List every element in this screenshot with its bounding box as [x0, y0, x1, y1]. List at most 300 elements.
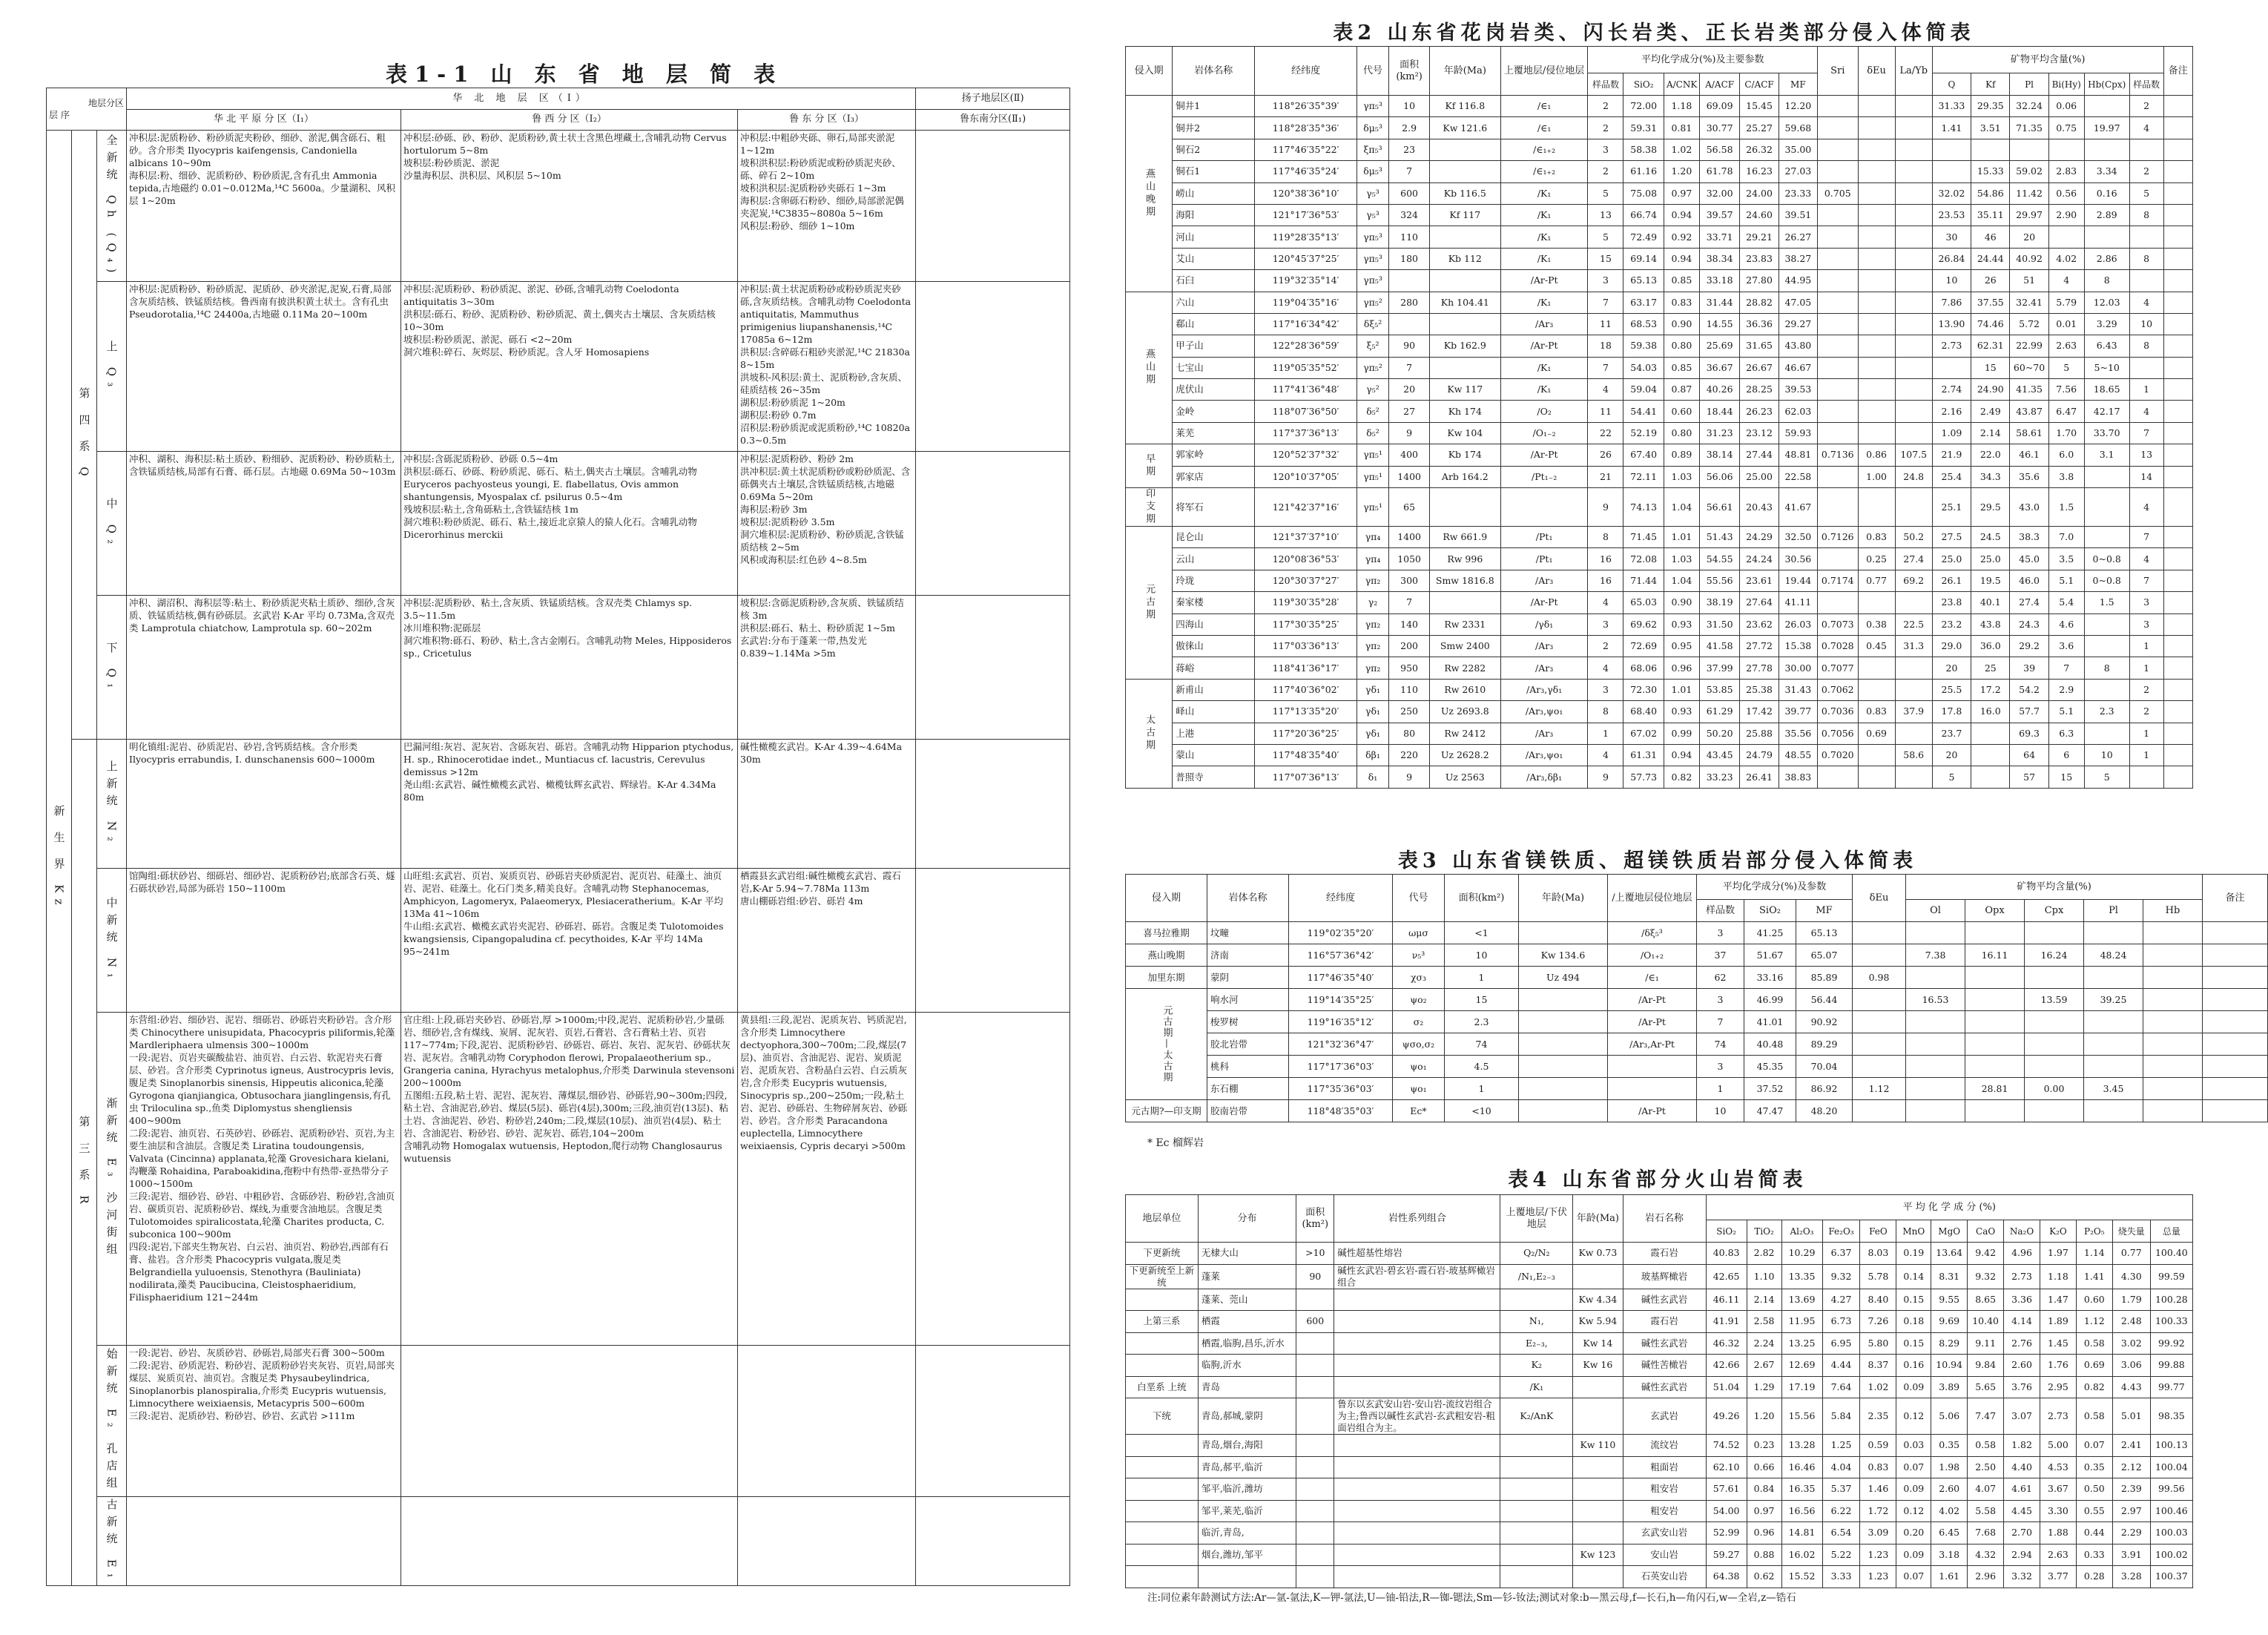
period-cell: 印支期: [1126, 488, 1173, 527]
period-cell: 加里东期: [1126, 967, 1207, 989]
table3-cell: [2025, 1033, 2084, 1056]
table2-cell: 31.33: [1932, 96, 1971, 117]
table3-cell: [1519, 1056, 1608, 1078]
table2-cell: 64: [2010, 744, 2048, 766]
table2-cell: /K₁: [1500, 248, 1588, 269]
table2-cell: 122°28′36°59′: [1255, 335, 1356, 357]
table4-cell: 1.23: [1860, 1544, 1896, 1566]
table4-cell: 烟台,潍坊,邹平: [1198, 1544, 1296, 1566]
table4-cell: 8.31: [1931, 1264, 1968, 1289]
table4-cell: 4.43: [2112, 1376, 2150, 1398]
table4-cell: 1.79: [2112, 1289, 2150, 1311]
table2-cell: 艾山: [1173, 248, 1255, 269]
table4-cell: 14.81: [1781, 1522, 1822, 1544]
table3-header: 样品数: [1697, 900, 1744, 922]
table3-cell: [1965, 1100, 2025, 1122]
table2-cell: 69.2: [1895, 570, 1932, 591]
table2-cell: 2.14: [1971, 422, 2010, 444]
table2-cell: [2163, 357, 2192, 378]
table2-row: [1126, 723, 2193, 744]
table2-row: [1126, 488, 2193, 527]
table2-cell: 61.29: [1699, 701, 1740, 723]
table4-cell: 52.99: [1706, 1522, 1747, 1544]
table3-cell: [1519, 989, 1608, 1011]
table2-cell: 41.35: [2010, 379, 2048, 401]
table4-cell: 1.98: [1931, 1456, 1968, 1478]
table4-cell: 9.84: [1968, 1355, 2004, 1377]
table4-cell: [1500, 1544, 1573, 1566]
table2-cell: [1858, 422, 1895, 444]
table3-cell: [1853, 944, 1906, 967]
table2-header: Sri: [1818, 47, 1859, 96]
table4-cell: 7.64: [1822, 1376, 1860, 1398]
table4-cell: 0.59: [1860, 1435, 1896, 1457]
table4-header: CaO: [1968, 1220, 2004, 1243]
table2-cell: 0.7062: [1818, 679, 1859, 700]
table3-header: 经纬度: [1289, 875, 1393, 922]
table2-cell: 57.73: [1623, 766, 1664, 788]
table4-cell: 13.69: [1781, 1289, 1822, 1311]
table2-header-chem: 平均化学成分(%)及主要参数: [1588, 47, 1818, 73]
table3-cell: [1853, 1056, 1906, 1078]
table3-cell: [1965, 922, 2025, 944]
table2-cell: 29.35: [1971, 96, 2010, 117]
system-cell: 第 三 系 R: [72, 740, 97, 1586]
table2-cell: 8: [2129, 204, 2163, 226]
table3-title: 表3 山东省镁铁质、超镁铁质岩部分侵入体简表: [1397, 849, 1918, 872]
table2-cell: 0.94: [1664, 744, 1699, 766]
table2-cell: 20: [1932, 744, 1971, 766]
table2-cell: 22.58: [1779, 466, 1817, 487]
table2-cell: 3: [2129, 613, 2163, 635]
table2-cell: 46.1: [2010, 444, 2048, 466]
table2-cell: 1.04: [1664, 570, 1699, 591]
table2-cell: 5: [2048, 357, 2084, 378]
table2-cell: 65.13: [1623, 270, 1664, 292]
table2-cell: [1858, 161, 1895, 182]
table2-cell: [2163, 657, 2192, 679]
table2-cell: 15: [1588, 248, 1623, 269]
table2-cell: [1895, 422, 1932, 444]
table4-cell: 2.67: [1747, 1355, 1781, 1377]
table2-cell: [2163, 422, 2192, 444]
table2-cell: [1858, 744, 1895, 766]
table3-cell: 40.48: [1744, 1033, 1796, 1056]
table2-cell: 24.79: [1740, 744, 1779, 766]
table2-cell: 1: [2129, 657, 2163, 679]
table4-cell: 8.40: [1860, 1289, 1896, 1311]
table2-cell: [2163, 96, 2192, 117]
luxi-cell: [401, 1345, 738, 1496]
table4-cell: [1334, 1435, 1500, 1457]
table2-cell: [1858, 248, 1895, 269]
table3-cell: 28.81: [1965, 1078, 2025, 1100]
table4-cell: Kw 4.34: [1573, 1289, 1623, 1311]
table2-cell: 0.7174: [1818, 570, 1859, 591]
north-china-plain-cell: 冲积层:泥质粉砂、粉砂质泥、泥质砂、砂夹淤泥,泥炭,石膏,局部含灰质结核、铁锰质结核。鲁西南有披洪积黄土状土。含有孔虫 Pseudorotalia,¹⁴C 24400a,古地磁 0.11Ma 20~100m: [127, 282, 401, 452]
table2-cell: 0.85: [1664, 270, 1699, 292]
table2-cell: [2163, 527, 2192, 548]
table2-cell: /K₁: [1500, 357, 1588, 378]
table4-cell: 0.16: [1896, 1355, 1931, 1377]
table2-cell: 普照寺: [1173, 766, 1255, 788]
table2-cell: γπ₅²: [1356, 357, 1389, 378]
luxi-cell: 冲积层:含砾泥质粉砂、砂砾 0.5~4m 洪积层:砾石、砂砾、粉砂质泥、砾石、粘土,偶夹古土壤层。含哺乳动物 Euryceros pachyosteus youngi, E. flabellatus, Ovis ammon shantungensis, Myospalax cf. psilurus 0.5~4m 残坡积层:粘土,含角砾粘土,含铁锰结核 1m 洞穴堆积:粉砂质泥、砾石、粘土,接近北京猿人的猿人化石。含哺乳动物 Dicerorhinus merckii: [401, 452, 738, 596]
table2-cell: 2.63: [2048, 335, 2084, 357]
table3-header: MF: [1796, 900, 1853, 922]
table4-row: [1126, 1566, 2193, 1588]
table3-cell: 46.99: [1744, 989, 1796, 1011]
table2-cell: 119°05′35°52′: [1255, 357, 1356, 378]
table2-cell: 200: [1389, 635, 1430, 657]
table2-cell: 0.85: [1664, 357, 1699, 378]
table1-row: [47, 596, 1070, 740]
table2-cell: 74.46: [1971, 313, 2010, 335]
table2-row: [1126, 701, 2193, 723]
table3-cell: ψο₁: [1393, 1078, 1445, 1100]
table2-cell: 1.18: [1664, 96, 1699, 117]
table4-cell: Kw 16: [1573, 1355, 1623, 1377]
table3-cell: 7.38: [1906, 944, 1965, 967]
table2-cell: 石臼: [1173, 270, 1255, 292]
table4-cell: 碱性超基性熔岩: [1334, 1243, 1500, 1265]
table4-cell: 1.14: [2076, 1243, 2112, 1265]
table2-cell: 250: [1389, 701, 1430, 723]
table2-cell: 60~70: [2010, 357, 2048, 378]
table2-cell: 10: [2129, 313, 2163, 335]
table2-row: [1126, 182, 2193, 204]
table4-cell: 3.89: [1931, 1376, 1968, 1398]
table3-cell: <1: [1445, 922, 1519, 944]
table4-cell: 13.35: [1781, 1264, 1822, 1289]
table2-cell: 39.77: [1779, 701, 1817, 723]
table2-cell: /Ar₃: [1500, 657, 1588, 679]
table4-cell: 2.60: [2004, 1355, 2040, 1377]
north-china-plain-cell: 冲积、湖沼积、海积层等:粘土、粉砂质泥夹粘土质砂、细砂,含灰质、铁锰质结核,偶有砂砾层。玄武岩 K-Ar 平均 0.73Ma,含双壳类 Lamprotula chiatchow, Lamprotula sp. 60~202m: [127, 596, 401, 740]
table3-cell: [2084, 967, 2143, 989]
series-cell: 始新统 E₂ 孔店组: [97, 1345, 127, 1496]
table3-cell: [2084, 1033, 2143, 1056]
table2-cell: ξπ₅³: [1356, 139, 1389, 160]
table4-cell: 99.59: [2150, 1264, 2192, 1289]
table2-cell: 71.44: [1623, 570, 1664, 591]
table2-cell: 25.0: [1932, 548, 1971, 570]
table2-cell: /Ar₃: [1500, 635, 1588, 657]
table2-cell: /O₁₋₂: [1500, 422, 1588, 444]
table2-cell: 31.44: [1699, 292, 1740, 313]
table4-cell: 100.46: [2150, 1500, 2192, 1522]
table2-cell: γπ₄: [1356, 527, 1389, 548]
table2-cell: [1429, 226, 1500, 248]
table2-cell: /∈₁: [1500, 96, 1588, 117]
table2-cell: 9: [1588, 488, 1623, 527]
table4-cell: 64.38: [1706, 1566, 1747, 1588]
table2-cell: 24.8: [1895, 466, 1932, 487]
table3-cell: [2203, 1033, 2268, 1056]
table2-cell: 0.93: [1664, 701, 1699, 723]
table3-cell: 16.11: [1965, 944, 2025, 967]
table2-cell: [1818, 422, 1859, 444]
table4-cell: 1.23: [1860, 1566, 1896, 1588]
table4-cell: [1334, 1376, 1500, 1398]
table2-cell: 59.31: [1623, 117, 1664, 139]
table2-cell: 3.29: [2084, 313, 2129, 335]
table2-cell: 3.8: [2048, 466, 2084, 487]
table2-cell: 14.55: [1699, 313, 1740, 335]
table4-cell: 1.18: [2040, 1264, 2076, 1289]
table2-cell: 117°07′36°13′: [1255, 766, 1356, 788]
table2-cell: 58.38: [1623, 139, 1664, 160]
table3-cell: 37.52: [1744, 1078, 1796, 1100]
table4-cell: 1.02: [1860, 1376, 1896, 1398]
table4-cell: 0.44: [2076, 1522, 2112, 1544]
table4-cell: 0.35: [2076, 1456, 2112, 1478]
table2-cell: Kh 104.41: [1429, 292, 1500, 313]
table2-cell: 80: [1389, 723, 1430, 744]
table2-cell: [1895, 335, 1932, 357]
table2-cell: [2163, 204, 2192, 226]
series-cell: 上 Q₃: [97, 282, 127, 452]
table2-cell: 59.04: [1623, 379, 1664, 401]
table4: [1125, 1194, 2193, 1604]
table2-cell: 郭家岭: [1173, 444, 1255, 466]
table2-cell: [1429, 161, 1500, 182]
table1-row: [47, 131, 1070, 282]
table3-cell: [2203, 1100, 2268, 1122]
table3-cell: 响水河: [1207, 989, 1289, 1011]
table2-cell: 8: [1588, 701, 1623, 723]
north-china-plain-cell: 明化镇组:泥岩、砂质泥岩、砂岩,含钙质结核。含介形类 Ilyocypris errabundis, I. dunschanensis 600~1000m: [127, 740, 401, 869]
table2-cell: 11: [1588, 313, 1623, 335]
table2-cell: [2163, 744, 2192, 766]
table4-cell: [1334, 1478, 1500, 1501]
table2-cell: γπ₅³: [1356, 248, 1389, 269]
table2-cell: Kb 174: [1429, 444, 1500, 466]
table2-cell: [1858, 117, 1895, 139]
table2-cell: 0.83: [1858, 527, 1895, 548]
table2-cell: 37.99: [1699, 657, 1740, 679]
table2-cell: 118°26′35°39′: [1255, 96, 1356, 117]
table4-cell: 0.07: [2076, 1435, 2112, 1457]
table2-cell: 68.40: [1623, 701, 1664, 723]
era-cell: 新 生 界 Kz: [47, 131, 72, 1586]
table2-cell: 7: [1389, 357, 1430, 378]
table4-cell: 霞石岩: [1623, 1243, 1706, 1265]
table3-cell: 74: [1697, 1033, 1744, 1056]
table2-row: [1126, 527, 2193, 548]
table2-cell: 七宝山: [1173, 357, 1255, 378]
table2-cell: 昆仑山: [1173, 527, 1255, 548]
table2-cell: [2163, 182, 2192, 204]
table3-cell: /∈₁: [1608, 967, 1697, 989]
luxi-cell: [401, 1496, 738, 1585]
table2-cell: 54.55: [1699, 548, 1740, 570]
table3-cell: [2203, 989, 2268, 1011]
table4-cell: 6.45: [1931, 1522, 1968, 1544]
table4-row: [1126, 1243, 2193, 1265]
table3-cell: 胶北岩带: [1207, 1033, 1289, 1056]
table3-cell: [2143, 1011, 2203, 1033]
table3-cell: 117°17′36°03′: [1289, 1056, 1393, 1078]
table4-cell: [1296, 1355, 1334, 1377]
table4-cell: 2.35: [1860, 1398, 1896, 1435]
table2-cell: [2163, 139, 2192, 160]
ludong-cell: 冲积层:中粗砂夹砾、卵石,局部夹淤泥 1~12m 坡积洪积层:粉砂质泥或粉砂质泥夹砂、砾、碎石 2~10m 坡积洪积层:泥质粉砂夹砾石 1~3m 海积层:含卵砾石粉砂、细砂,局部淤泥偶夹泥炭,¹⁴C3835~8080a 5~16m 风积层:粉砂、细砂 1~10m: [738, 131, 916, 282]
table2-cell: 5.72: [2010, 313, 2048, 335]
table2-cell: 67.02: [1623, 723, 1664, 744]
table4-cell: 2.82: [1747, 1243, 1781, 1265]
table2-cell: 2.9: [2048, 679, 2084, 700]
table2-cell: 傲徕山: [1173, 635, 1255, 657]
table2-cell: [2163, 248, 2192, 269]
table2-cell: 22.0: [1971, 444, 2010, 466]
table2-cell: 72.69: [1623, 635, 1664, 657]
table4-cell: 碱性玄武岩-碧玄岩-霞石岩-玻基辉橄岩组合: [1334, 1264, 1500, 1289]
table2-cell: 59.93: [1779, 422, 1817, 444]
table2-cell: Kw 104: [1429, 422, 1500, 444]
table2-cell: γδ₁: [1356, 701, 1389, 723]
table2-cell: 2: [1588, 635, 1623, 657]
table2-cell: /Ar-Pt: [1500, 444, 1588, 466]
table4-cell: 0.96: [1747, 1522, 1781, 1544]
table2-cell: 26.84: [1932, 248, 1971, 269]
table4-cell: 0.55: [2076, 1500, 2112, 1522]
table3-cell: 86.92: [1796, 1078, 1853, 1100]
table2-cell: [1895, 766, 1932, 788]
table4-cell: 7.68: [1968, 1522, 2004, 1544]
table4-cell: 粗安岩: [1623, 1500, 1706, 1522]
table2-cell: 4: [1588, 657, 1623, 679]
table3-cell: [2203, 967, 2268, 989]
north-china-plain-cell: 一段:泥岩、砂岩、灰质砂岩、砂砾岩,局部夹石膏 300~500m 二段:泥岩、砂质泥岩、粉砂岩、泥质粉砂岩夹灰岩、页岩,局部夹煤层、炭质页岩、油页岩。含腹足类 Physaubeylindrica, Sinoplanorbis planospiralia,介形类 Eucypris wutuensis, Limnocythere weixiaensis, Metacypris 500~600m 三段:泥岩、泥质砂岩、粉砂岩、砂岩、玄武岩 >111m: [127, 1345, 401, 1496]
table2-cell: 118°07′36°50′: [1255, 401, 1356, 422]
table2-cell: 蒙山: [1173, 744, 1255, 766]
table2-cell: [1895, 723, 1932, 744]
table2-cell: 18.65: [2084, 379, 2129, 401]
table2-cell: 20.43: [1740, 488, 1779, 527]
table3-header: Cpx: [2025, 900, 2084, 922]
table3-cell: 119°02′35°20′: [1289, 922, 1393, 944]
table2-cell: 1.00: [1858, 466, 1895, 487]
table4-cell: 1.46: [1860, 1478, 1896, 1501]
ludongnan-cell: [916, 131, 1070, 282]
table3-row: [1126, 967, 2268, 989]
table2-cell: 莱芜: [1173, 422, 1255, 444]
table2-cell: 2.49: [1971, 401, 2010, 422]
table4-cell: 2.63: [2040, 1544, 2076, 1566]
table4-cell: 1.89: [2040, 1311, 2076, 1333]
table4-cell: [1500, 1435, 1573, 1457]
table2-cell: [1858, 679, 1895, 700]
table2-cell: 秦家楼: [1173, 592, 1255, 613]
table2-cell: [2163, 292, 2192, 313]
table4-cell: 碱性玄武岩: [1623, 1332, 1706, 1355]
table2-cell: 61.31: [1623, 744, 1664, 766]
table2-cell: 六山: [1173, 292, 1255, 313]
table3-cell: 1.12: [1853, 1078, 1906, 1100]
table2-cell: 31.23: [1699, 422, 1740, 444]
table2-cell: 117°37′36°13′: [1255, 422, 1356, 444]
table2-cell: 117°03′36°13′: [1255, 635, 1356, 657]
table2-cell: δ₅²: [1356, 401, 1389, 422]
table2-row: [1126, 313, 2193, 335]
table2-cell: 120°45′37°25′: [1255, 248, 1356, 269]
table2-row: [1126, 635, 2193, 657]
table2-cell: [1895, 226, 1932, 248]
table4-cell: 0.82: [2076, 1376, 2112, 1398]
table2-row: [1126, 466, 2193, 487]
table2-cell: /Pt₁₋₂: [1500, 466, 1588, 487]
table3-cell: 1: [1445, 1078, 1519, 1100]
table4-cell: Kw 14: [1573, 1332, 1623, 1355]
table2-cell: 28.25: [1740, 379, 1779, 401]
table4-cell: [1500, 1456, 1573, 1478]
table2-cell: [2163, 592, 2192, 613]
table4-header: 烧失量: [2112, 1220, 2150, 1243]
ludong-cell: [738, 1496, 916, 1585]
table2-cell: 57.7: [2010, 701, 2048, 723]
table3-cell: [2203, 944, 2268, 967]
table2-cell: 17.2: [1971, 679, 2010, 700]
table3-cell: [2025, 922, 2084, 944]
table2-cell: 1.70: [2048, 422, 2084, 444]
table2-cell: [2163, 401, 2192, 422]
table3-cell: [1853, 1033, 1906, 1056]
table2-cell: 2.74: [1932, 379, 1971, 401]
table4-cell: [1126, 1289, 1199, 1311]
table2-cell: 26.27: [1779, 226, 1817, 248]
table2-cell: 1.09: [1932, 422, 1971, 444]
table3-cell: [1906, 1056, 1965, 1078]
table4-row: [1126, 1500, 2193, 1522]
table2-cell: 26.1: [1932, 570, 1971, 591]
table3-row: [1126, 1033, 2268, 1056]
table2-cell: 11: [1588, 401, 1623, 422]
table2-cell: 1.03: [1664, 548, 1699, 570]
table3-cell: 56.44: [1796, 989, 1853, 1011]
table3-cell: [2203, 1078, 2268, 1100]
table2-cell: 23.7: [1932, 723, 1971, 744]
north-china-plain-cell: 冲积、湖积、海积层:粘土质砂、粉细砂、泥质粉砂、粉砂质粘土,含铁锰质结核,局部有石膏、砾石层。古地磁 0.69Ma 50~103m: [127, 452, 401, 596]
table3-row: [1126, 989, 2268, 1011]
table3-cell: 89.29: [1796, 1033, 1853, 1056]
table1-header-sub: 鲁 西 分 区（Ⅰ₂）: [401, 109, 738, 131]
table2-cell: [1818, 335, 1859, 357]
table2-cell: 0.45: [1858, 635, 1895, 657]
table2-cell: 117°16′34°42′: [1255, 313, 1356, 335]
table2-cell: 甲子山: [1173, 335, 1255, 357]
table2-cell: 24.60: [1740, 204, 1779, 226]
table2-cell: [2084, 488, 2129, 527]
table2-cell: 45.0: [2010, 548, 2048, 570]
table2-cell: 9: [1389, 422, 1430, 444]
table2-cell: [2084, 466, 2129, 487]
table1-row: [47, 868, 1070, 1012]
table4-header: FeO: [1860, 1220, 1896, 1243]
table3-cell: [2143, 1100, 2203, 1122]
table2-cell: 3: [1588, 679, 1623, 700]
table2-cell: 2: [2129, 96, 2163, 117]
table3-cell: /Ar-Pt: [1608, 989, 1697, 1011]
table4-cell: 10.94: [1931, 1355, 1968, 1377]
table4-cell: 2.60: [1931, 1478, 1968, 1501]
table4-row: [1126, 1332, 2193, 1355]
table3-cell: 118°48′35°03′: [1289, 1100, 1393, 1122]
table2-cell: 68.06: [1623, 657, 1664, 679]
table3-header: 面积(km²): [1445, 875, 1519, 922]
table2-cell: 4: [2129, 548, 2163, 570]
table2-cell: γ₅³: [1356, 204, 1389, 226]
